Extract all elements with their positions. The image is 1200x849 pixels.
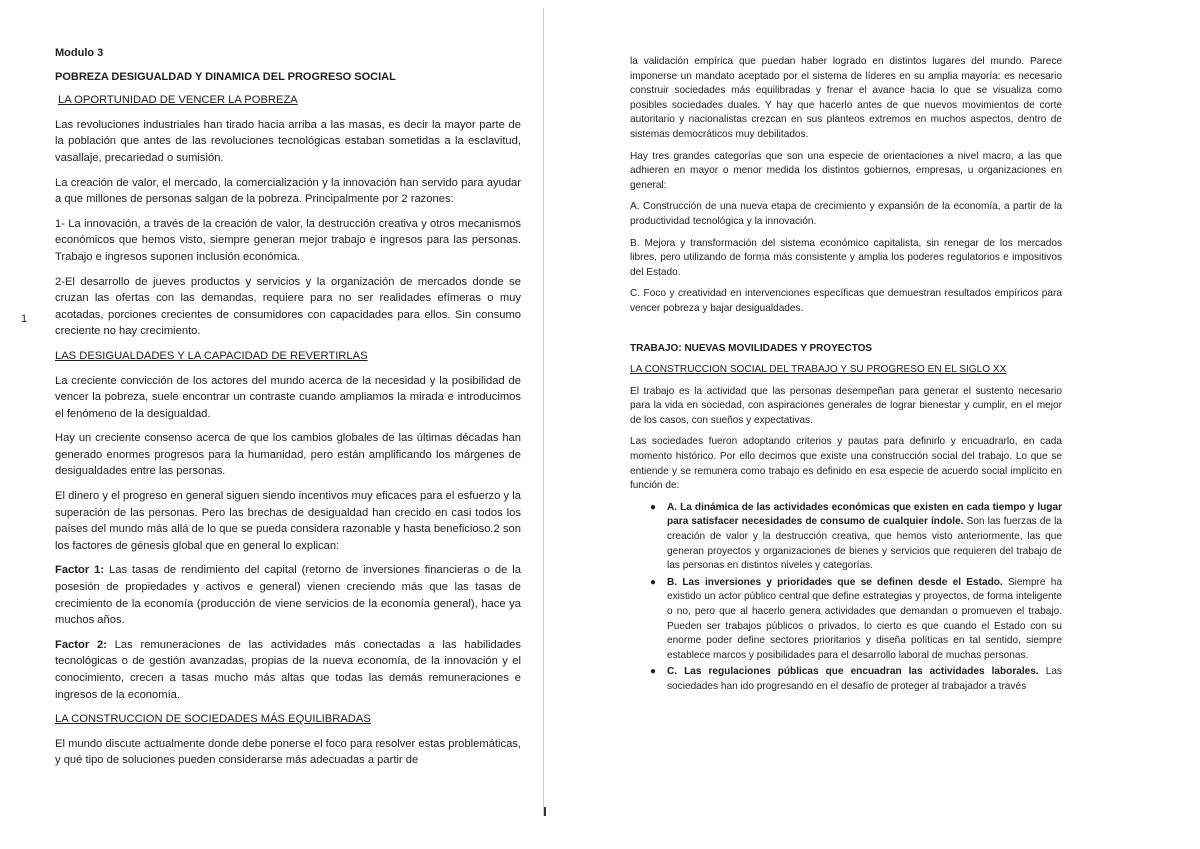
paragraph: C. Foco y creatividad en intervenciones específicas que demuestran resultados empíricos para vencer pobreza y bajar desigualdades. xyxy=(630,288,1062,314)
list-item-lead: C. Las regulaciones públicas que encuadran las actividades laborales. xyxy=(667,666,1039,678)
list-item xyxy=(630,501,1062,574)
paragraph: La creciente convicción de los actores del mundo acerca de la necesidad y la posibilidad de vencer la pobreza, suele encontrar un contraste cuando ampliamos la mirada e introducimos el fenómeno de la desigualdad. xyxy=(55,374,521,420)
bullet-icon: ● xyxy=(650,666,657,678)
paragraph: El mundo discute actualmente donde debe ponerse el foco para resolver estas problemáticas, y qué tipo de soluciones pueden considerarse más adecuadas a partir de xyxy=(55,737,521,767)
text-cursor xyxy=(544,807,546,816)
factor-text: Las remuneraciones de las actividades más conectadas a las habilidades tecnológicas o de gestión avanzadas, propias de la nueva economía, de la innovación y el conocimiento, crecen a tasas mucho más altas que todas las demás remuneraciones e ingresos de la economía. xyxy=(55,638,521,701)
module-label: Modulo 3 xyxy=(55,47,104,59)
list-item xyxy=(630,665,1062,694)
list-item-lead: B. Las inversiones y prioridades que se definen desde el Estado. xyxy=(667,576,1003,588)
left-column xyxy=(55,45,521,777)
paragraph: 2-El desarrollo de jueves productos y servicios y la organización de mercados donde se cruzan las ofertas con las demandas, requiere para no ser realidades efímeras o muy acotadas, porciones crecientes de consumidores con capacidades para ellos. Sin consumo creciente no hay crecimiento. xyxy=(55,275,521,338)
factor-paragraph xyxy=(55,637,521,703)
paragraph: la validación empírica que puedan haber logrado en distintos lugares del mundo. Parece imponerse un mandato aceptado por el sistema de líderes en su amplia mayoría: es necesario construir sociedades más equilibradas y frenar el avance hacia lo que se visualiza como posibles sociedades duales. Y hay que hacerlo antes de que nuevos movimientos de corte autoritario y nacionalistas crezcan en sus planteos extremos en muchos aspectos, dentro de sistemas democráticos muy debilitados. xyxy=(630,56,1062,140)
right-column xyxy=(630,55,1062,697)
list-item-text: Son las fuerzas de la creación de valor y la destrucción creativa, que hemos visto anteriormente, las que generan proyectos y organizaciones de bienes y servicios que requieren del trabajo de las personas en distintos niveles y categorías. xyxy=(667,516,1062,572)
paragraph: B. Mejora y transformación del sistema económico capitalista, sin renegar de los mercados libres, pero utilizando de forma más consistente y amplia los poderes regulatorios e impositivos del Estado. xyxy=(630,237,1062,278)
paragraph: 1- La innovación, a través de la creación de valor, la destrucción creativa y otros mecanismos económicos que hemos visto, siempre generan mejor trabajo e ingresos para las personas. Trabajo e ingresos suponen inclusión económica. xyxy=(55,217,521,263)
document-title: POBREZA DESIGUALDAD Y DINAMICA DEL PROGRESO SOCIAL xyxy=(55,70,396,83)
list-item xyxy=(630,576,1062,664)
factor-paragraph xyxy=(55,562,521,628)
section-title: TRABAJO: NUEVAS MOVILIDADES Y PROYECTOS xyxy=(630,342,873,354)
factor-text: Las tasas de rendimiento del capital (retorno de inversiones financieras o de la posesión de propiedades y activos e general) vienen creciendo más que las tasas de crecimiento de la economía (producción de viene servicios de la economía general), hace ya muchos años. xyxy=(55,564,521,627)
paragraph: La creación de valor, el mercado, la comercialización y la innovación han servido para ayudar a que millones de personas salgan de la pobreza. Principalmente por 2 razones: xyxy=(55,176,521,206)
bullet-list xyxy=(630,501,1062,695)
list-item-lead: A. La dinámica de las actividades económicas que existen en cada tiempo y lugar para satisfacer necesidades de consumo de cualquier índole. xyxy=(667,501,1062,528)
paragraph: Hay tres grandes categorías que son una especie de orientaciones a nivel macro, a las que adhieren en mayor o menor medida los distintos gobiernos, empresas, u organizaciones en general: xyxy=(630,150,1062,191)
paragraph: Hay un creciente consenso acerca de que los cambios globales de las últimas décadas han generado enormes progresos para la humanidad, pero están amplificando los márgenes de desigualdades entre las personas. xyxy=(55,432,521,478)
section-heading: LA CONSTRUCCION SOCIAL DEL TRABAJO Y SU PROGRESO EN EL SIGLO XX xyxy=(630,364,1007,376)
factor-label: Factor 2: xyxy=(55,638,107,651)
paragraph: Las sociedades fueron adoptando criterios y pautas para definirlo y encuadrarlo, en cada momento histórico. Por ello decimos que existe una construcción social del trabajo. Lo que se entiende y se remunera como trabajo es definido en esa especie de acuerdo social implícito en función de: xyxy=(630,436,1062,492)
paragraph: A. Construcción de una nueva etapa de crecimiento y expansión de la economía, a partir de la productividad tecnológica y la innovación. xyxy=(630,201,1062,227)
list-item-text: Siempre ha existido un actor público central que define estrategias y proyectos, de forma inteligente o no, pero que al hacerlo genera actividades que demandan o promueven el trabajo. Pueden ser trabajos públicos o privados, lo cierto es que cuando el Estado con su enorme poder define sectores prioritarios y diseña políticas en tal sentido, siempre establece marcos y posibilidades para el desarrollo laboral de muchas personas. xyxy=(667,576,1062,661)
paragraph: El trabajo es la actividad que las personas desempeñan para generar el sustento necesario para la vida en sociedad, con aspiraciones generales de lograr bienestar y cumplir, en el mejor de los casos, con sueños y expectativas. xyxy=(630,385,1062,426)
list-item-text: Las sociedades han ido progresando en el desafío de proteger al trabajador a través xyxy=(667,666,1062,692)
paragraph: Las revoluciones industriales han tirado hacia arriba a las masas, es decir la mayor parte de la población que antes de las revoluciones tecnológicas estaban sometidas a la esclavitud, vasallaje, precariedad o sumisión. xyxy=(55,118,521,164)
factor-label: Factor 1: xyxy=(55,564,105,577)
bullet-icon: ● xyxy=(650,576,657,588)
spacer xyxy=(630,324,1062,342)
paragraph: El dinero y el progreso en general siguen siendo incentivos muy eficaces para el esfuerzo y la superación de las personas. Pero las brechas de desigualdad han crecido en casi todos los países del mundo más allá de lo que se pueda considera razonable y hasta beneficioso.2 son los factores de génesis global que en general lo explican: xyxy=(55,490,521,552)
section-heading: LA CONSTRUCCION DE SOCIEDADES MÁS EQUILIBRADAS xyxy=(55,713,371,726)
page-number: 1 xyxy=(21,313,28,325)
bullet-icon: ● xyxy=(650,501,657,513)
section-heading: LA OPORTUNIDAD DE VENCER LA POBREZA xyxy=(58,94,298,107)
page-divider xyxy=(543,8,544,816)
section-heading: LAS DESIGUALDADES Y LA CAPACIDAD DE REVERTIRLAS xyxy=(55,349,368,362)
